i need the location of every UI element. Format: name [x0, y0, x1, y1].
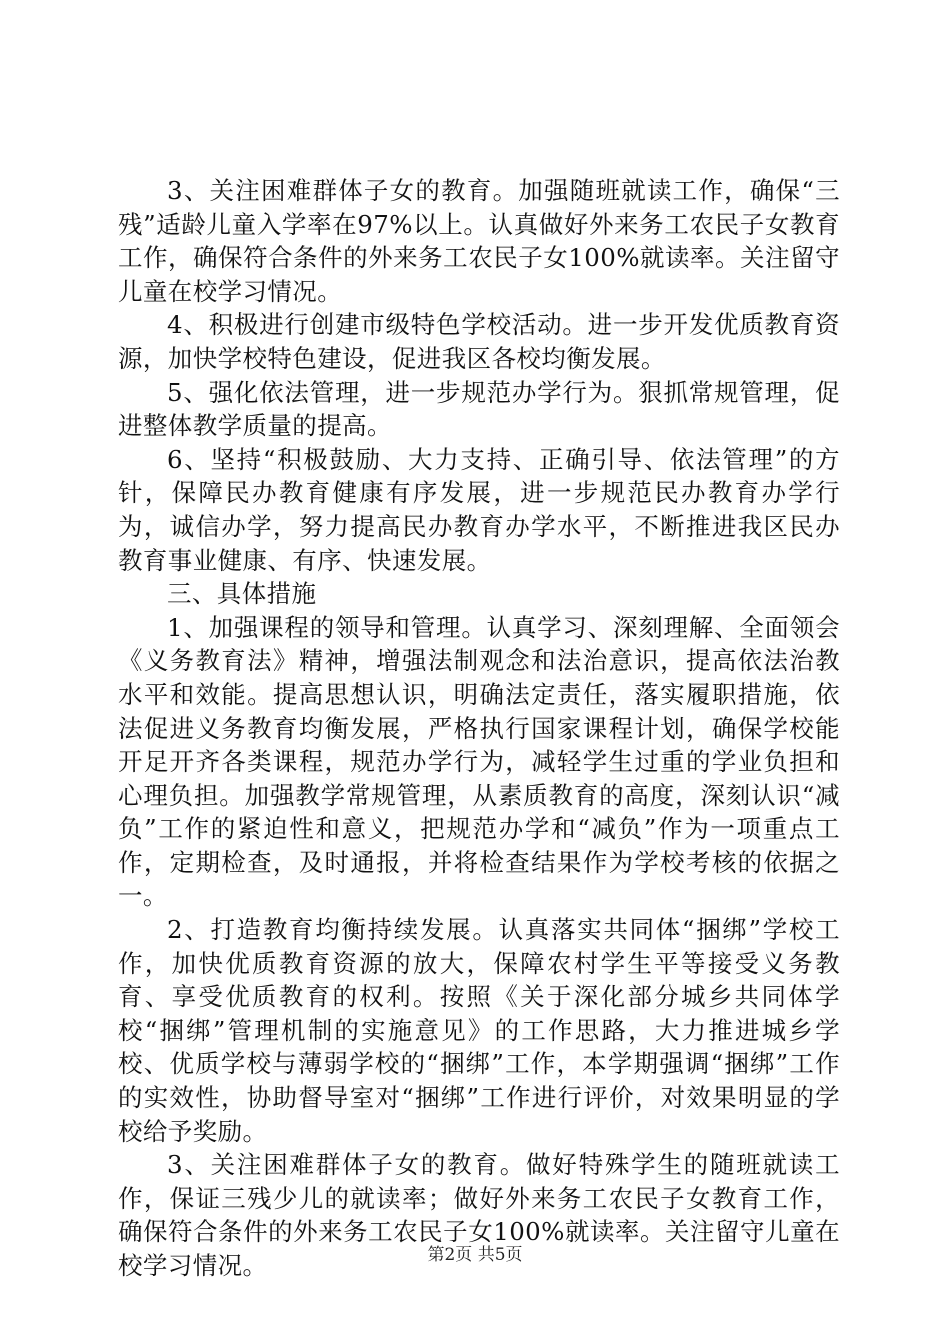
paragraph-item-5-lawful-management: 5、强化依法管理，进一步规范办学行为。狠抓常规管理，促进整体教学质量的提高。 — [118, 377, 840, 441]
paragraph-measure-3-special-groups: 3、关注困难群体子女的教育。做好特殊学生的随班就读工作，保证三残少儿的就读率；做好外来务工农民子女教育工作，确保符合条件的外来务工农民子女100%就读率。关注留守儿童在校学习情况。 — [118, 1150, 840, 1280]
section-heading-measures: 三、具体措施 — [167, 579, 317, 609]
document-body — [118, 174, 840, 1283]
page-number-footer: 第2页 共5页 — [427, 1245, 523, 1265]
paragraph-item-4-characteristic-schools: 4、积极进行创建市级特色学校活动。进一步开发优质教育资源，加快学校特色建设，促进我区各校均衡发展。 — [118, 310, 840, 373]
paragraph-item-3-special-groups: 3、关注困难群体子女的教育。加强随班就读工作，确保“三残”适龄儿童入学率在97%以上。认真做好外来务工农民子女教育工作，确保符合条件的外来务工农民子女100%就读率。关注留守儿童在校学习情况。 — [118, 176, 840, 306]
paragraph-measure-1-curriculum: 1、加强课程的领导和管理。认真学习、深刻理解、全面领会《义务教育法》精神，增强法制观念和法治意识，提高依法治教水平和效能。提高思想认识，明确法定责任，落实履职措施，依法促进义务教育均衡发展，严格执行国家课程计划，确保学校能开足开齐各类课程，规范办学行为，减轻学生过重的学业负担和心理负担。加强教学常规管理，从素质教育的高度，深刻认识“减负”工作的紧迫性和意义，把规范办学和“减负”作为一项重点工作，定期检查，及时通报，并将检查结果作为学校考核的依据之一。 — [118, 612, 840, 911]
paragraph-measure-2-balanced-development: 2、打造教育均衡持续发展。认真落实共同体“捆绑”学校工作，加快优质教育资源的放大，保障农村学生平等接受义务教育、享受优质教育的权利。按照《关于深化部分城乡共同体学校“捆绑”管理机制的实施意见》的工作思路，大力推进城乡学校、优质学校与薄弱学校的“捆绑”工作，本学期强调“捆绑”工作的实效性，协助督导室对“捆绑”工作进行评价，对效果明显的学校给予奖励。 — [118, 915, 840, 1146]
paragraph-item-6-private-education: 6、坚持“积极鼓励、大力支持、正确引导、依法管理”的方针，保障民办教育健康有序发展，进一步规范民办教育办学行为，诚信办学，努力提高民办教育办学水平，不断推进我区民办教育事业健康、有序、快速发展。 — [118, 444, 840, 575]
